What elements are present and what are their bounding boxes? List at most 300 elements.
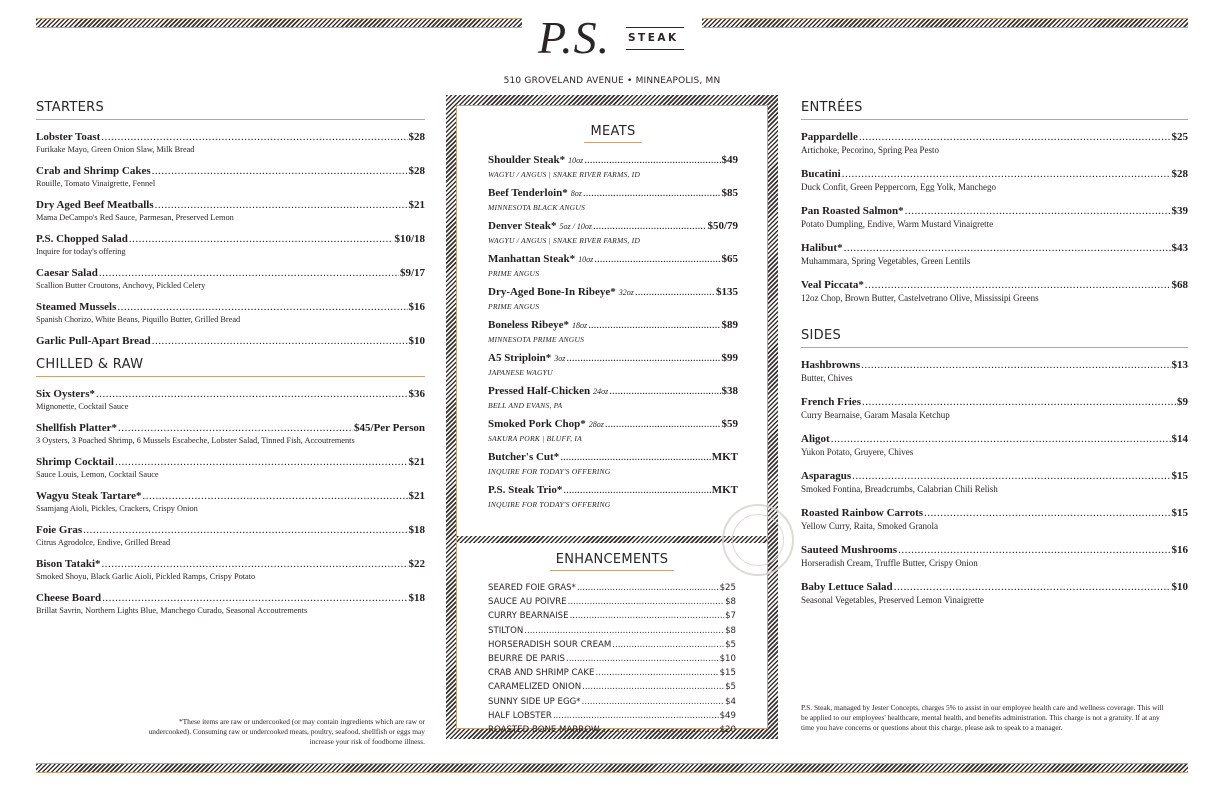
menu-item-description: Brillat Savrin, Northern Lights Blue, Manchego Curado, Seasonal Accoutrements xyxy=(36,606,308,615)
menu-item xyxy=(36,456,425,481)
menu-item-name: Garlic Pull-Apart Bread xyxy=(36,335,151,347)
menu-item-name: Asparagus xyxy=(801,470,852,482)
enhancement-name: ROASTED BONE MARROW xyxy=(488,725,600,736)
meat-item-name: Butcher's Cut* xyxy=(488,451,560,463)
top-stripe-left xyxy=(36,18,522,28)
meats-panel-inner xyxy=(456,105,768,736)
menu-item-price: $28 xyxy=(1171,168,1188,180)
menu-item-name: Roasted Rainbow Carrots xyxy=(801,507,924,519)
menu-item-row xyxy=(36,131,425,144)
meat-item-price: MKT xyxy=(711,484,738,496)
meat-item-name: Dry-Aged Bone-In Ribeye* xyxy=(488,286,616,298)
enhancement-item xyxy=(488,609,736,623)
leader-dots xyxy=(924,507,1170,520)
menu-item xyxy=(801,131,1188,156)
meat-item xyxy=(488,319,738,345)
menu-item-description: 12oz Chop, Brown Butter, Castelvetrano Olive, Mississipi Greens xyxy=(801,293,1039,303)
menu-item-description: Yellow Curry, Raita, Smoked Granola xyxy=(801,521,938,531)
meat-item-row xyxy=(488,352,738,365)
leader-dots xyxy=(859,131,1171,144)
menu-item-name: Sauteed Mushrooms xyxy=(801,544,898,556)
menu-item-description: Butter, Chives xyxy=(801,373,853,383)
menu-item-row xyxy=(801,279,1188,292)
enhancement-price: $8 xyxy=(725,597,736,608)
leader-dots xyxy=(129,233,394,246)
enhancements-list xyxy=(488,581,736,737)
leader-dots xyxy=(898,544,1170,557)
leader-dots xyxy=(584,154,720,167)
meat-item xyxy=(488,154,738,180)
meat-item-price: $89 xyxy=(721,319,738,331)
menu-item-price: $28 xyxy=(408,131,425,143)
menu-item-price: $14 xyxy=(1171,433,1188,445)
enhancement-name: CURRY BEARNAISE xyxy=(488,611,569,622)
menu-item xyxy=(36,335,425,348)
enhancement-name: BEURRE DE PARIS xyxy=(488,654,565,665)
logo-rule-bottom xyxy=(626,49,684,50)
menu-item xyxy=(801,507,1188,532)
meat-item-name: Manhattan Steak* xyxy=(488,253,576,265)
meat-item-size: 28oz xyxy=(588,420,604,429)
menu-item-row xyxy=(36,335,425,348)
enhancement-item xyxy=(488,638,736,652)
menu-item-name: Wagyu Steak Tartare* xyxy=(36,490,142,502)
leader-dots xyxy=(553,709,719,723)
meat-item-source: BELL AND EVANS, PA xyxy=(488,401,563,410)
enhancement-item xyxy=(488,624,736,638)
menu-item xyxy=(36,301,425,326)
meats-section xyxy=(488,124,738,517)
menu-item-price: $28 xyxy=(408,165,425,177)
leader-dots xyxy=(582,680,724,694)
chilled-title: CHILLED & RAW xyxy=(36,357,425,377)
menu-item-name: Pan Roasted Salmon* xyxy=(801,205,904,217)
meat-item-row xyxy=(488,385,738,398)
enhancement-price: $5 xyxy=(725,639,736,650)
leader-dots xyxy=(583,187,721,200)
meat-item-size: 5oz / 10oz xyxy=(559,222,592,231)
menu-item-description: Rouille, Tomato Vinaigrette, Fennel xyxy=(36,179,156,188)
leader-dots xyxy=(861,359,1170,372)
leader-dots xyxy=(588,319,720,332)
meat-item-name: Boneless Ribeye* xyxy=(488,319,569,331)
leader-dots xyxy=(524,624,724,638)
menu-item-row xyxy=(801,359,1188,372)
menu-item xyxy=(801,396,1188,421)
leader-dots xyxy=(152,335,408,348)
enhancement-name: SAUCE AU POIVRE xyxy=(488,597,567,608)
enhancement-price: $20 xyxy=(719,725,736,736)
menu-item-name: Cheese Board xyxy=(36,592,102,604)
menu-item-row xyxy=(801,242,1188,255)
meat-item xyxy=(488,451,738,477)
menu-item-price: $18 xyxy=(408,592,425,604)
menu-item-description: Potato Dumpling, Endive, Warm Mustard Vinaigrette xyxy=(801,219,994,229)
leader-dots xyxy=(118,422,353,435)
meat-item-name: Beef Tenderloin* xyxy=(488,187,568,199)
meat-item-size: 3oz xyxy=(554,354,566,363)
meat-item-source: MINNESOTA PRIME ANGUS xyxy=(488,335,585,344)
chilled-list xyxy=(36,388,425,617)
menu-item xyxy=(801,242,1188,267)
menu-item-description: Artichoke, Pecorino, Spring Pea Pesto xyxy=(801,145,939,155)
menu-item-description: Furikake Mayo, Green Onion Slaw, Milk Bread xyxy=(36,145,195,154)
ps-stamp-watermark xyxy=(722,504,794,576)
menu-item-row xyxy=(36,165,425,178)
leader-dots xyxy=(99,267,399,280)
meat-item-source: INQUIRE FOR TODAY'S OFFERING xyxy=(488,467,611,476)
leader-dots xyxy=(862,396,1176,409)
menu-item-row xyxy=(36,524,425,537)
meats-title xyxy=(488,124,738,143)
leader-dots xyxy=(568,595,724,609)
leader-dots xyxy=(96,388,408,401)
meat-item xyxy=(488,484,738,510)
menu-item xyxy=(36,165,425,190)
leader-dots xyxy=(842,168,1171,181)
menu-item-price: $43 xyxy=(1171,242,1188,254)
menu-item-price: $45/Per Person xyxy=(354,422,425,434)
menu-item-description: Smoked Fontina, Breadcrumbs, Calabrian Chili Relish xyxy=(801,484,998,494)
menu-item-row xyxy=(36,301,425,314)
logo-steak: STEAK xyxy=(628,32,679,44)
meat-item-row xyxy=(488,286,738,299)
menu-item xyxy=(36,422,425,447)
menu-item-price: $36 xyxy=(408,388,425,400)
right-column xyxy=(801,100,1188,618)
meat-item-source: MINNESOTA BLACK ANGUS xyxy=(488,203,586,212)
menu-item-name: Baby Lettuce Salad xyxy=(801,581,893,593)
meat-item-source: WAGYU / ANGUS | SNAKE RIVER FARMS, ID xyxy=(488,170,641,179)
menu-item-description: Sauce Louis, Lemon, Cocktail Sauce xyxy=(36,470,159,479)
meat-item-name: Pressed Half-Chicken xyxy=(488,385,591,397)
meat-item-row xyxy=(488,220,738,233)
menu-item xyxy=(36,524,425,549)
menu-item-row xyxy=(36,558,425,571)
menu-item-price: $9/17 xyxy=(399,267,425,279)
meats-panel xyxy=(446,95,778,739)
menu-item-description: Muhammara, Spring Vegetables, Green Lentils xyxy=(801,256,971,266)
menu-item-name: Bucatini xyxy=(801,168,841,180)
meat-item-price: $65 xyxy=(721,253,738,265)
meat-item-source: PRIME ANGUS xyxy=(488,302,540,311)
menu-item-row xyxy=(36,233,425,246)
meat-item-source: PRIME ANGUS xyxy=(488,269,540,278)
menu-item xyxy=(801,581,1188,606)
menu-item-price: $16 xyxy=(1171,544,1188,556)
meat-item-size: 18oz xyxy=(571,321,588,330)
enhancement-price: $10 xyxy=(719,654,736,665)
leader-dots xyxy=(152,165,408,178)
leader-dots xyxy=(117,301,407,314)
enhancement-price: $4 xyxy=(725,696,736,707)
menu-item xyxy=(36,131,425,156)
menu-item-name: Aligot xyxy=(801,433,830,445)
meat-item-price: $50/79 xyxy=(707,220,738,232)
enhancement-item xyxy=(488,581,736,595)
meat-item xyxy=(488,352,738,378)
leader-dots xyxy=(844,242,1171,255)
menu-item-description: Horseradish Cream, Truffle Butter, Crispy Onion xyxy=(801,558,978,568)
starters-list xyxy=(36,131,425,348)
menu-item-row xyxy=(801,470,1188,483)
starters-title: STARTERS xyxy=(36,100,425,120)
menu-item-description: Mama DeCampo's Red Sauce, Parmesan, Preserved Lemon xyxy=(36,213,234,222)
meat-item-size: 24oz xyxy=(593,387,609,396)
logo-ps: P.S. xyxy=(538,12,611,63)
menu-item xyxy=(36,490,425,515)
menu-item-name: Caesar Salad xyxy=(36,267,98,279)
menu-item xyxy=(801,168,1188,193)
menu-item-description: Duck Confit, Green Peppercorn, Egg Yolk, Manchego xyxy=(801,182,996,192)
menu-item-row xyxy=(36,267,425,280)
leader-dots xyxy=(601,723,719,737)
menu-item-price: $15 xyxy=(1171,470,1188,482)
menu-item xyxy=(36,592,425,617)
meat-item-row xyxy=(488,253,738,266)
menu-item xyxy=(36,267,425,292)
meat-item-row xyxy=(488,319,738,332)
leader-dots xyxy=(635,286,715,299)
meat-item xyxy=(488,286,738,312)
enhancement-item xyxy=(488,666,736,680)
menu-item-price: $18 xyxy=(408,524,425,536)
leader-dots xyxy=(563,484,710,497)
menu-item-description: Mignonette, Cocktail Sauce xyxy=(36,402,129,411)
menu-item-name: Shellfish Platter* xyxy=(36,422,117,434)
menu-item-row xyxy=(801,396,1188,409)
menu-item xyxy=(36,199,425,224)
enhancements-section xyxy=(488,552,736,737)
leader-dots xyxy=(143,490,408,503)
menu-item-name: Steamed Mussels xyxy=(36,301,117,313)
menu-item xyxy=(36,233,425,258)
meat-item-name: Denver Steak* xyxy=(488,220,557,232)
menu-item xyxy=(801,205,1188,230)
leader-dots xyxy=(115,456,408,469)
enhancement-price: $49 xyxy=(719,710,736,721)
leader-dots xyxy=(155,199,408,212)
menu-item xyxy=(801,279,1188,304)
leader-dots xyxy=(593,220,706,233)
menu-item-description: Citrus Agrodolce, Endive, Grilled Bread xyxy=(36,538,171,547)
menu-item xyxy=(36,558,425,583)
menu-item-description: Inquire for today's offering xyxy=(36,247,126,256)
menu-item-row xyxy=(801,168,1188,181)
leader-dots xyxy=(101,131,407,144)
menu-item-price: $15 xyxy=(1171,507,1188,519)
menu-item-name: Halibut* xyxy=(801,242,843,254)
menu-item-price: $10 xyxy=(408,335,425,347)
panel-divider xyxy=(457,536,767,543)
menu-item-price: $9 xyxy=(1177,396,1188,408)
menu-item-name: P.S. Chopped Salad xyxy=(36,233,128,245)
menu-item-name: Dry Aged Beef Meatballs xyxy=(36,199,154,211)
menu-item xyxy=(801,359,1188,384)
enhancement-name: CRAB AND SHRIMP CAKE xyxy=(488,668,595,679)
leader-dots xyxy=(865,279,1171,292)
enhancement-price: $15 xyxy=(719,668,736,679)
menu-item-price: $10/18 xyxy=(394,233,425,245)
menu-item xyxy=(36,388,425,413)
meat-item-name: Smoked Pork Chop* xyxy=(488,418,586,430)
top-stripe-right xyxy=(702,18,1188,28)
enhancement-item xyxy=(488,695,736,709)
menu-item-description: Seasonal Vegetables, Preserved Lemon Vinaigrette xyxy=(801,595,984,605)
meat-item-row xyxy=(488,484,738,497)
meat-item-name: Shoulder Steak* xyxy=(488,154,566,166)
left-column xyxy=(36,100,425,626)
meat-item-row xyxy=(488,154,738,167)
meat-item-name: P.S. Steak Trio* xyxy=(488,484,563,496)
raw-disclaimer: *These items are raw or undercooked (or may contain ingredients which are raw or undercooked). Consuming raw or undercooked meats, poultry, seafood, shellfish or eggs may increase your risk of foodborne illness. xyxy=(148,717,425,746)
meat-item-size: 8oz xyxy=(570,189,582,198)
menu-item-row xyxy=(801,581,1188,594)
menu-item xyxy=(801,433,1188,458)
enhancement-name: SEARED FOIE GRAS* xyxy=(488,583,576,593)
menu-item xyxy=(801,544,1188,569)
enhancement-name: STILTON xyxy=(488,625,524,636)
menu-item-name: Hashbrowns xyxy=(801,359,861,371)
leader-dots xyxy=(570,609,724,623)
leader-dots xyxy=(831,433,1171,446)
enhancement-price: $25 xyxy=(719,583,736,593)
enhancement-name: HALF LOBSTER xyxy=(488,710,552,721)
meats-list xyxy=(488,154,738,510)
leader-dots xyxy=(566,352,720,365)
meat-item-price: $85 xyxy=(721,187,738,199)
entrees-title: ENTRÉES xyxy=(801,100,1188,120)
meats-title-text: MEATS xyxy=(584,124,641,143)
menu-item-description: Ssamjang Aioli, Pickles, Crackers, Crispy Onion xyxy=(36,504,198,513)
leader-dots xyxy=(595,666,718,680)
meat-item xyxy=(488,187,738,213)
sides-list xyxy=(801,359,1188,606)
enhancement-price: $5 xyxy=(725,682,736,693)
menu-item-row xyxy=(801,131,1188,144)
enhancement-item xyxy=(488,723,736,737)
menu-item-row xyxy=(801,507,1188,520)
leader-dots xyxy=(594,253,720,266)
meat-item-size: 10oz xyxy=(568,156,584,165)
leader-dots xyxy=(612,638,724,652)
address: 510 GROVELAND AVENUE • MINNEAPOLIS, MN xyxy=(503,76,721,86)
meat-item-price: $135 xyxy=(716,286,738,298)
enhancements-title-text: ENHANCEMENTS xyxy=(550,552,675,571)
menu-item-name: Six Oysters* xyxy=(36,388,95,400)
enhancement-item xyxy=(488,595,736,609)
meat-item-row xyxy=(488,418,738,431)
leader-dots xyxy=(102,592,407,605)
menu-item xyxy=(801,470,1188,495)
leader-dots xyxy=(560,451,711,464)
entrees-list xyxy=(801,131,1188,304)
menu-item-name: Foie Gras xyxy=(36,524,83,536)
menu-item-row xyxy=(36,422,425,435)
leader-dots xyxy=(609,385,720,398)
enhancement-price: $8 xyxy=(725,625,736,636)
menu-item-price: $25 xyxy=(1171,131,1188,143)
enhancement-item xyxy=(488,709,736,723)
meat-item-size: 32oz xyxy=(618,288,634,297)
menu-item-description: 3 Oysters, 3 Poached Shrimp, 6 Mussels Escabeche, Lobster Salad, Tinned Fish, Accoutrements xyxy=(36,436,355,445)
menu-item-name: Lobster Toast xyxy=(36,131,101,143)
enhancements-title xyxy=(488,552,736,571)
menu-item-price: $16 xyxy=(408,301,425,313)
menu-item-name: French Fries xyxy=(801,396,861,408)
menu-item-row xyxy=(36,490,425,503)
menu-item-row xyxy=(801,433,1188,446)
leader-dots xyxy=(582,695,724,709)
menu-item-price: $21 xyxy=(408,199,425,211)
meat-item xyxy=(488,418,738,444)
menu-item-description: Curry Bearnaise, Garam Masala Ketchup xyxy=(801,410,950,420)
logo xyxy=(536,12,686,68)
menu-item-price: $10 xyxy=(1171,581,1188,593)
menu-item-row xyxy=(801,544,1188,557)
meat-item-source: INQUIRE FOR TODAY'S OFFERING xyxy=(488,500,611,509)
menu-item-name: Pappardelle xyxy=(801,131,858,143)
menu-item-description: Scallion Butter Croutons, Anchovy, Pickled Celery xyxy=(36,281,206,290)
menu-item-row xyxy=(36,456,425,469)
meat-item-source: SAKURA PORK | BLUFF, IA xyxy=(488,434,582,443)
sides-title: SIDES xyxy=(801,328,1188,348)
logo-rule-top xyxy=(626,27,684,28)
menu-item-description: Smoked Shoyu, Black Garlic Aioli, Pickled Ramps, Crispy Potato xyxy=(36,572,256,581)
meat-item-row xyxy=(488,187,738,200)
menu-item-name: Veal Piccata* xyxy=(801,279,864,291)
bottom-stripe xyxy=(36,763,1188,773)
meat-item-row xyxy=(488,451,738,464)
enhancement-name: HORSERADISH SOUR CREAM xyxy=(488,639,612,650)
meat-item xyxy=(488,385,738,411)
menu-item-row xyxy=(36,199,425,212)
meat-item-size: 10oz xyxy=(578,255,594,264)
enhancement-name: SUNNY SIDE UP EGG* xyxy=(488,696,581,707)
leader-dots xyxy=(605,418,721,431)
menu-item-description: Spanish Chorizo, White Beans, Piquillo Butter, Grilled Bread xyxy=(36,315,241,324)
enhancement-price: $7 xyxy=(725,611,736,622)
menu-item-row xyxy=(36,388,425,401)
enhancement-item xyxy=(488,652,736,666)
leader-dots xyxy=(905,205,1171,218)
menu-item-price: $39 xyxy=(1171,205,1188,217)
meat-item-price: $49 xyxy=(721,154,738,166)
meat-item-price: $38 xyxy=(721,385,738,397)
menu-item-name: Shrimp Cocktail xyxy=(36,456,114,468)
leader-dots xyxy=(83,524,407,537)
menu-item-name: Crab and Shrimp Cakes xyxy=(36,165,151,177)
meat-item xyxy=(488,253,738,279)
menu-item-price: $21 xyxy=(408,456,425,468)
meat-item-price: MKT xyxy=(711,451,738,463)
meat-item-source: JAPANESE WAGYU xyxy=(488,368,553,377)
enhancement-name: CARAMELIZED ONION xyxy=(488,682,582,693)
menu-item-row xyxy=(801,205,1188,218)
leader-dots xyxy=(852,470,1170,483)
menu-item-row xyxy=(36,592,425,605)
leader-dots xyxy=(577,581,719,595)
menu-item-name: Bison Tataki* xyxy=(36,558,101,570)
meat-item-price: $59 xyxy=(721,418,738,430)
meat-item-name: A5 Striploin* xyxy=(488,352,552,364)
service-fee-note: P.S. Steak, managed by Jester Concepts, charges 5% to assist in our employee health care and wellness coverage. This will be applied to our employees' healthcare, mental health, and benefits administration. This charge is not a gratuity. If at any time you have concerns or questions about this charge, please ask to speak to a manager. xyxy=(801,703,1164,732)
meat-item xyxy=(488,220,738,246)
leader-dots xyxy=(102,558,408,571)
menu-item-price: $68 xyxy=(1171,279,1188,291)
leader-dots xyxy=(894,581,1171,594)
menu-item-price: $13 xyxy=(1171,359,1188,371)
